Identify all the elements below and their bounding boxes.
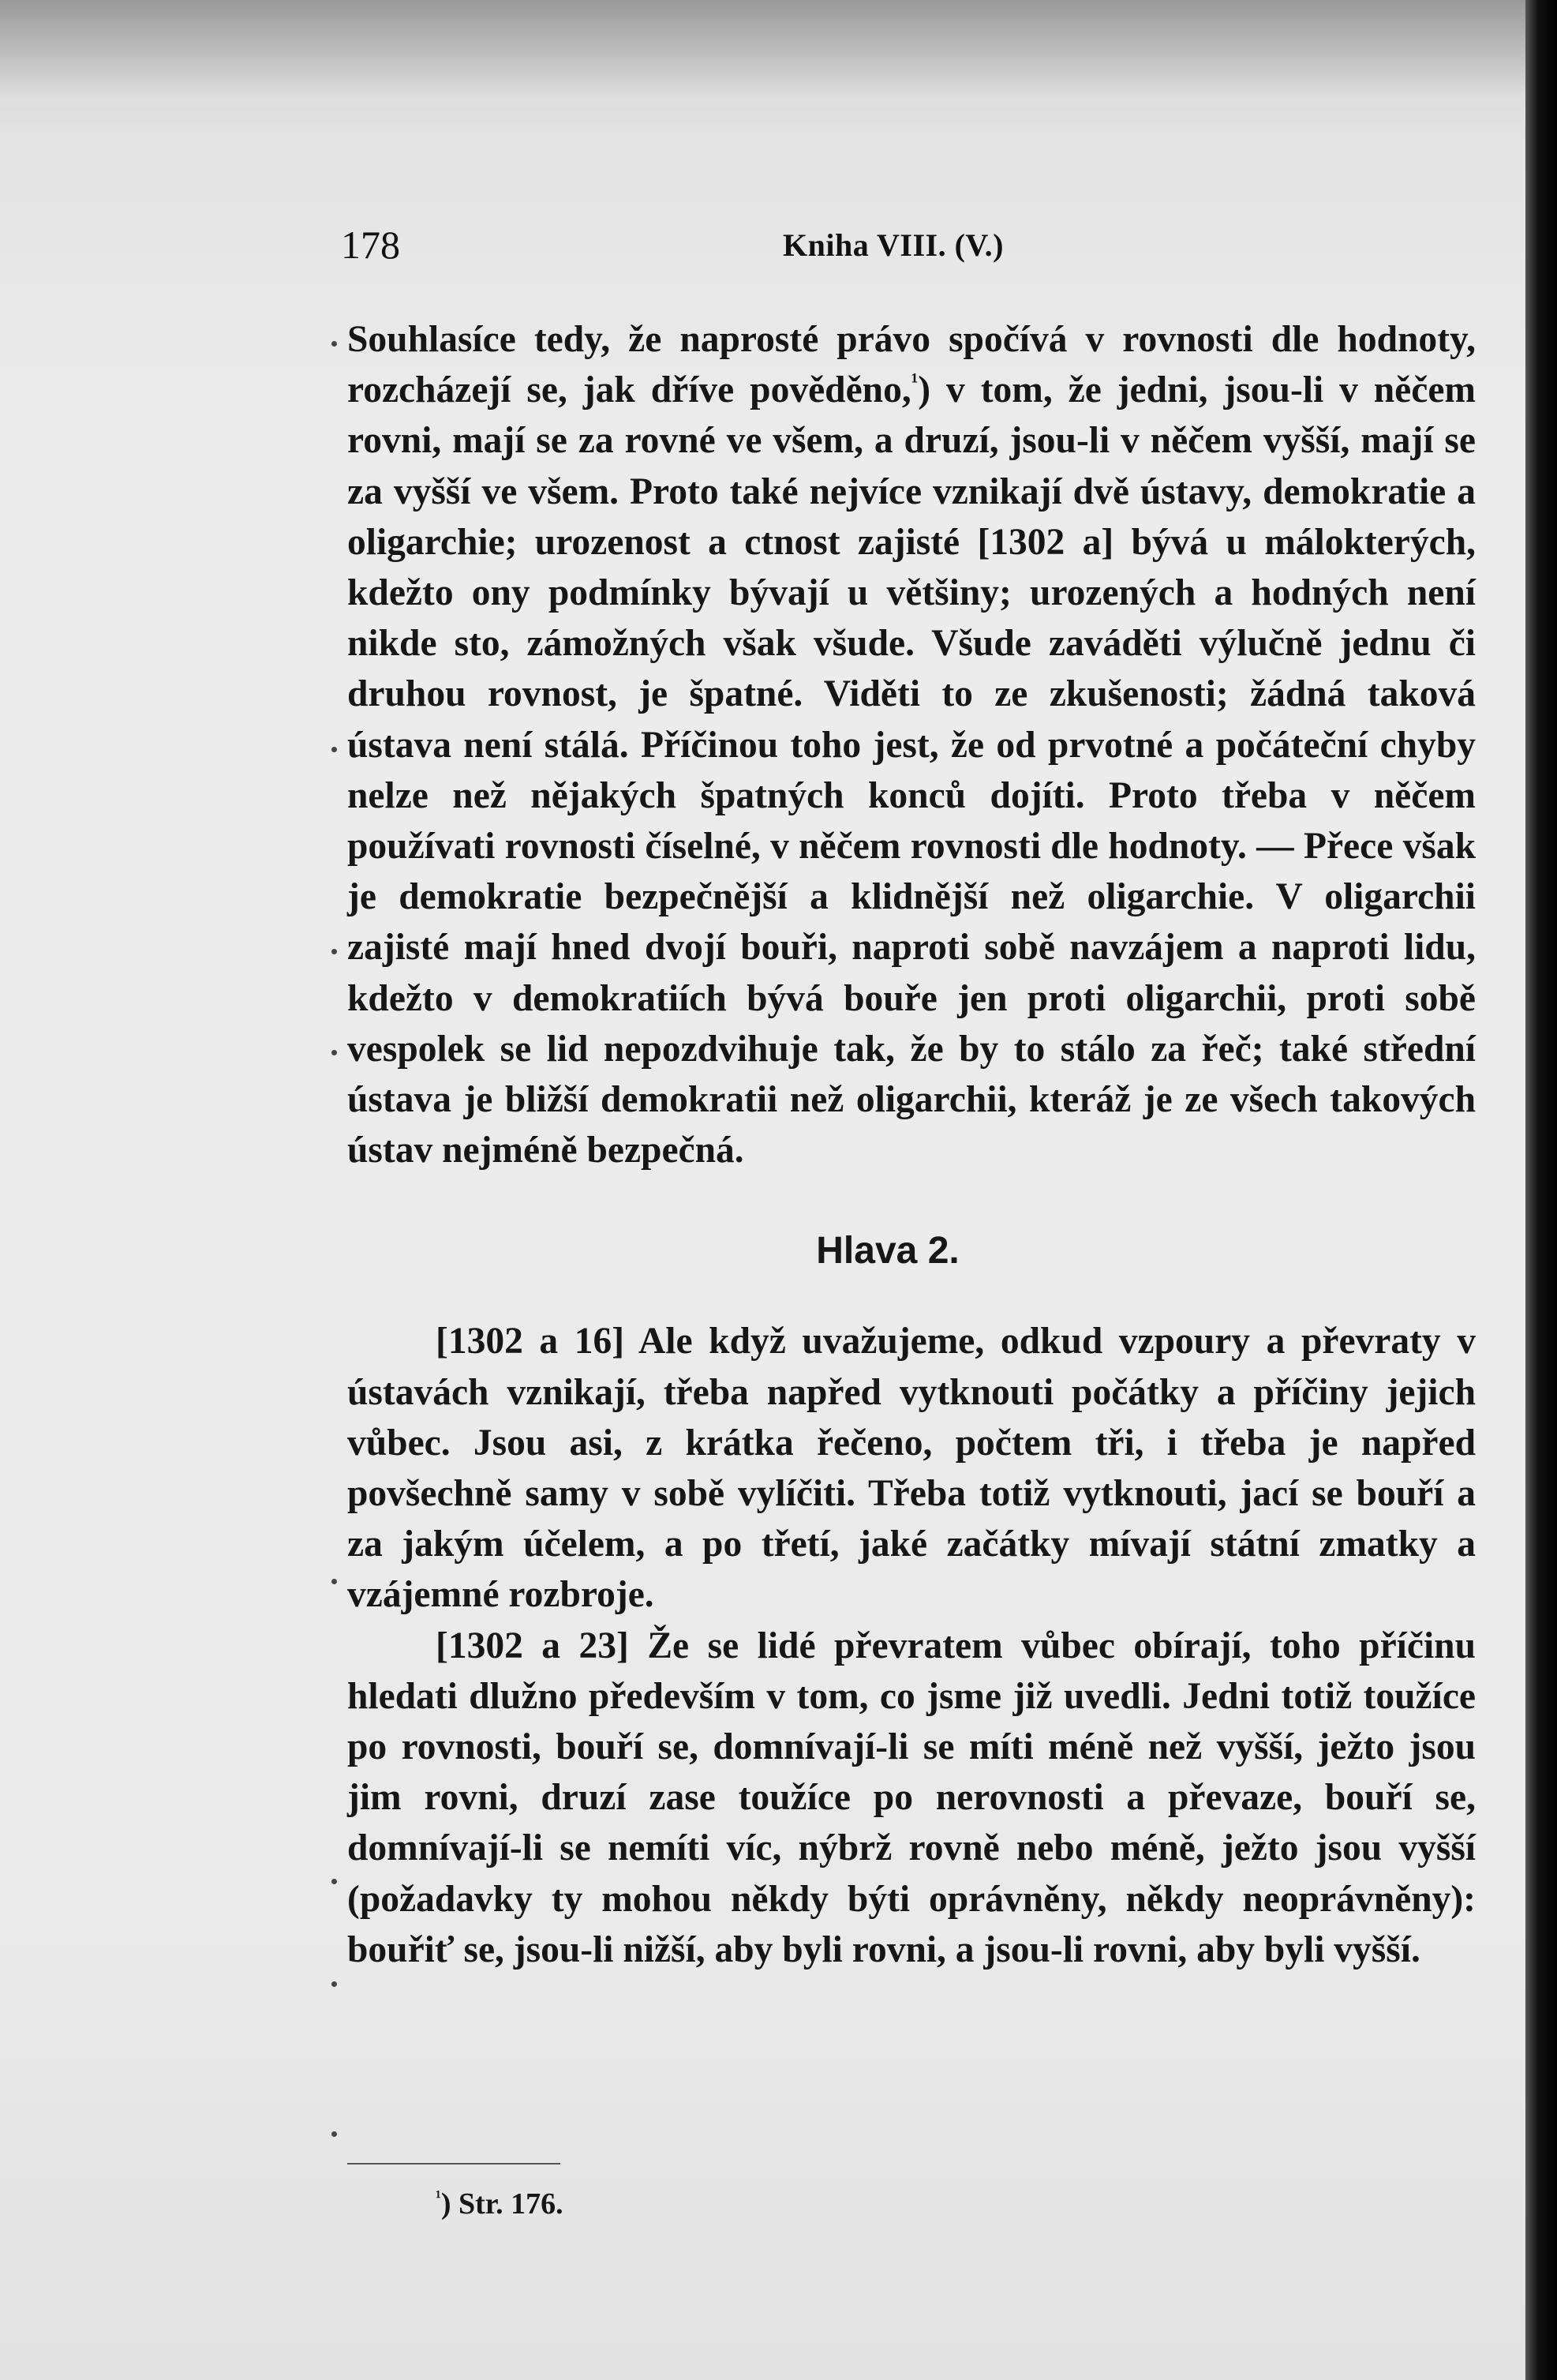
margin-mark [331,1579,337,1584]
main-text [347,314,1476,1975]
paragraph-1 [347,314,1476,1175]
margin-mark [331,949,337,954]
footnote-divider [347,2163,560,2164]
page-header [341,221,1477,276]
scan-border [1525,0,1557,2380]
margin-mark [331,1050,337,1055]
running-head: Kniha VIII. (V.) [783,227,1004,263]
margin-mark [331,1981,337,1987]
margin-mark [331,747,337,752]
bekker-reference: [1302 a 16] [436,1321,625,1362]
margin-mark [331,341,337,347]
footnote-reference: ¹ [911,369,919,395]
chapter-heading: Hlava 2. [816,1230,960,1272]
bekker-reference: [1302 a 23] [436,1625,629,1666]
footnote-marker: ¹ [436,2187,441,2207]
paragraph-3 [347,1621,1476,1975]
margin-mark [331,2131,337,2137]
paragraph-1-text: Souhlasíce tedy, že naprosté právo spočívá v rovnosti dle hodnoty, rozcházejí se, jak dříve pověděno, [347,319,1476,411]
paragraph-3-text: Že se lidé převratem vůbec obírají, toho příčinu hledati dlužno především v tom, co jsme již uvedli. Jedni totiž toužíce po rovnosti, bouří se, domnívají-li se míti méně než vyšší, ježto jsou jim rovni, druzí zase toužíce po nerovnosti a převaze, bouří se, domnívají-li se nemíti víc, nýbrž rovně nebo méně, ježto jsou vyšší (požadavky ty mohou někdy býti oprávněny, někdy neoprávněny): bouřiť se, jsou-li nižší, aby byli rovni, a jsou-li rovni, aby byli vyšší. [347,1625,1476,1970]
margin-mark [331,1879,337,1884]
footnote-text: ) Str. 176. [440,2187,563,2221]
paragraph-1-text-b: ) v tom, že jedni, jsou-li v něčem rovni, mají se za rovné ve všem, a druzí, jsou-li v něčem vyšší, mají se za vyšší ve všem. Proto také nejvíce vznikají dvě ústavy, demokratie a oligarchie; urozenost a ctnost zajisté [347,369,1476,563]
paragraph-2 [347,1316,1476,1620]
scan-shadow [0,0,1525,95]
paragraph-2-text: Ale když uvažujeme, odkud vzpoury a převraty v ústavách vznikají, třeba napřed vytknouti počátky a příčiny jejich vůbec. Jsou asi, z krátka řečeno, počtem tři, i třeba je napřed povšechně samy v sobě vylíčiti. Třeba totiž vytknouti, jací se bouří a za jakým účelem, a po třetí, jaké začátky mívají státní zmatky a vzájemné rozbroje. [347,1321,1477,1616]
footnote [436,2185,563,2223]
bekker-reference: [1302 a] [977,521,1114,563]
page-number: 178 [341,223,400,267]
paragraph-1-text-c: bývá u málokterých, kdežto ony podmínky bývají u většiny; urozených a hodných není nikde sto, zámožných však všude. Všude zaváděti výlučně jednu či druhou rovnost, je špatné. Viděti to ze zkušenosti; žádná taková ústava není stálá. Příčinou toho jest, že od prvotné a počáteční chyby nelze než nějakých špatných konců dojíti. Proto třeba v něčem používati rovnosti číselné, v něčem rovnosti dle hodnoty. — Přece však je demokratie bezpečnější a klidnější než oligarchie. V oligarchii zajisté mají hned dvojí bouři, naproti sobě navzájem a naproti lidu, kdežto v demokratiích bývá bouře jen proti oligarchii, proti sobě vespolek se lid nepozdvihuje tak, že by to stálo za řeč; také střední ústava je bližší demokratii než oligarchii, kteráž je ze všech takových ústav nejméně bezpečná. [347,521,1477,1171]
